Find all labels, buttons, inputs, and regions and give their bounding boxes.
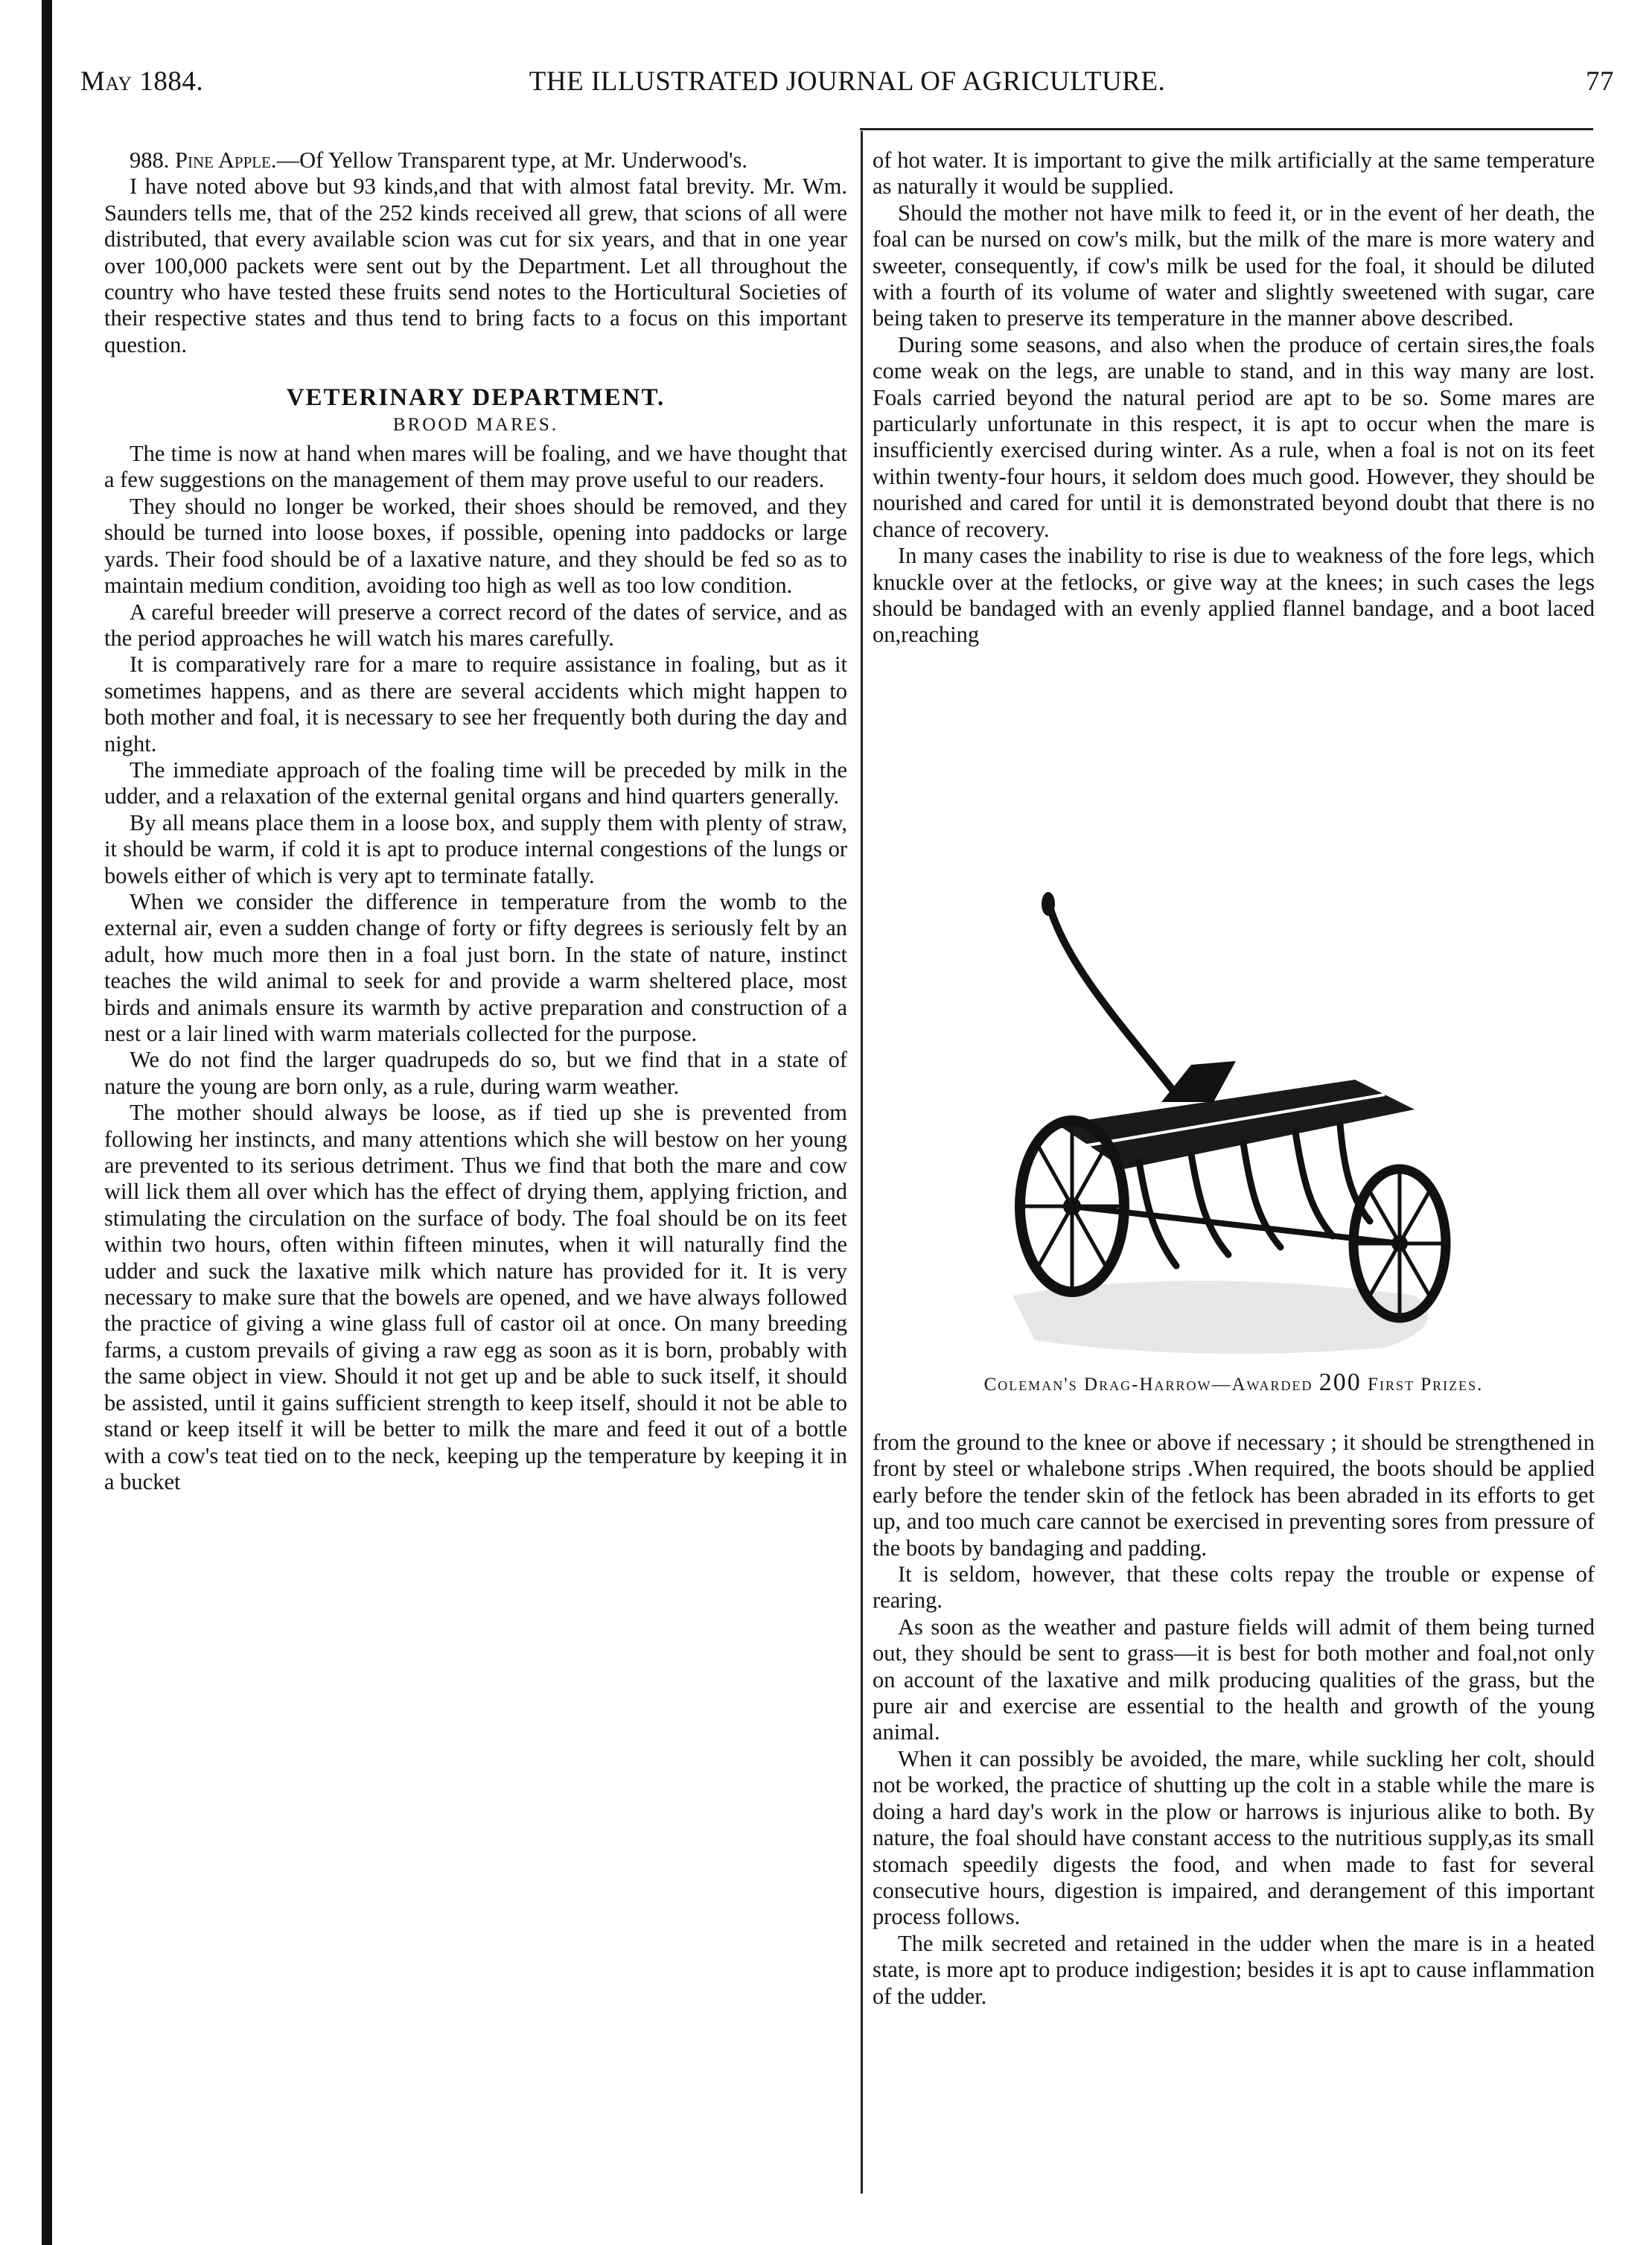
header-rule — [860, 128, 1593, 130]
paragraph: The time is now at hand when mares will be foaling, and we have thought that a few suggestions on the management of them may prove useful to our readers. — [104, 441, 847, 493]
seat-bracket — [1161, 1061, 1236, 1102]
section-subheading: BROOD MARES. — [392, 414, 559, 435]
journal-title: THE ILLUSTRATED JOURNAL OF AGRICULTURE. — [529, 66, 1166, 97]
paragraph: The milk secreted and retained in the udder when the mare is in a heated state, is more apt to produce indigestion; besides it is apt to cause inflammation of the udder. — [873, 1930, 1595, 2009]
left-column — [104, 147, 847, 2210]
paragraph: from the ground to the knee or above if necessary ; it should be strengthened in front by steel or whalebone strips .When required, the boots should be applied early before the tender skin of the fetlock has been abraded in its efforts to get up, and too much care cannot be exercised in preventing sores from pressure of the boots by bandaging and padding. — [873, 1430, 1595, 1561]
harrow-engraving — [968, 879, 1504, 1363]
handle-grip — [1042, 892, 1055, 916]
section-heading: VETERINARY DEPARTMENT. — [286, 384, 666, 412]
column-divider — [861, 131, 863, 2194]
page-number: 77 — [1586, 66, 1614, 97]
entry-name: Pine Apple. — [175, 147, 277, 173]
paragraph: The mother should always be loose, as if tied up she is prevented from following her instincts, and many attentions which she will bestow on her young are prevented to its serious detriment. Thus we find that both the mare and cow will lick them all over which has the effect of drying them, applying friction, and stimulating the circulation on the surface of body. The foal should be on its feet within two hours, often within fifteen minutes, when it will naturally find the udder and suck the laxative milk which nature has provided for it. It is very necessary to make sure that the bowels are opened, and we have always followed the practice of giving a wine glass full of castor oil at once. On many breeding farms, a custom prevails of giving a raw egg as soon as it is born, probably with the same object in view. Should it not get up and be able to suck itself, it should be assisted, until it gains sufficient strength to keep itself, should it not be able to stand or keep itself it will be better to milk the mare and feed it out of a bottle with a cow's teat tied on to the neck, keeping up the temperature by keeping it in a bucket — [104, 1100, 847, 1494]
caption-text: Coleman's Drag-Harrow—Awarded — [983, 1375, 1319, 1395]
paragraph: The immediate approach of the foaling time will be preceded by milk in the udder, and a relaxation of the external genital organs and hind quarters generally. — [104, 757, 847, 809]
paragraph: During some seasons, and also when the produce of certain sires,the foals come weak on the legs, are unable to stand, and in this way many are lost. Foals carried beyond the natural period are apt to be so. Some mares are particularly unfortunate in this respect, it is apt to occur when the mare is insufficiently exercised during winter. As a rule, when a foal is not on its feet within twenty-four hours, it seldom does much good. However, they should be nourished and cared for until it is demonstrated beyond doubt that there is no chance of recovery. — [873, 331, 1595, 542]
paragraph: When it can possibly be avoided, the mare, while suckling her colt, should not be worked, the practice of shutting up the colt in a stable while the mare is doing a hard day's work in the plow or harrows is injurious alike to both. By nature, the foal should have constant access to the nutritious supply,as its small stomach speedily digests the food, and when made to fast for several consecutive hours, digestion is impaired, and derangement of this important process follows. — [873, 1745, 1595, 1930]
paragraph: In many cases the inability to rise is due to weakness of the fore legs, which knuckle over at the fetlocks, or give way at the knees; in such cases the legs should be bandaged with an evenly applied flannel bandage, and a boot laced on,reaching — [873, 543, 1595, 648]
paragraph: It is seldom, however, that these colts repay the trouble or expense of rearing. — [873, 1561, 1595, 1614]
paragraph: They should no longer be worked, their shoes should be removed, and they should be turned into loose boxes, if possible, opening into paddocks or large yards. Their food should be of a laxative nature, and they should be fed so as to maintain medium condition, avoiding too high as well as too low condition. — [104, 493, 847, 599]
paragraph: By all means place them in a loose box, and supply them with plenty of straw, it should be warm, if cold it is apt to produce internal congestions of the lungs or bowels either of which is very apt to terminate fatally. — [104, 809, 847, 888]
paragraph: When we consider the difference in temperature from the womb to the external air, even a sudden change of forty or fifty degrees is seriously felt by an adult, how much more then in a foal just born. In the state of nature, instinct teaches the wild animal to seek for and provide a warm sheltered place, most birds and animals ensure its warmth by active preparation and construction of a nest or a lair lined with warm materials collected for the purpose. — [104, 888, 847, 1046]
figure-caption — [873, 1369, 1595, 1397]
right-column-top — [873, 147, 1595, 649]
harrow-handle — [1050, 907, 1176, 1095]
caption-number: 200 — [1318, 1369, 1362, 1396]
issue-date: May 1884. — [80, 66, 204, 97]
paragraph: It is comparatively rare for a mare to require assistance in foaling, but as it sometimes happens, and as there are several accidents which might happen to both mother and foal, it is necessary to see her frequently both during the day and night. — [104, 652, 847, 757]
paragraph: of hot water. It is important to give the milk artificially at the same temperature as naturally it would be supplied. — [873, 147, 1595, 200]
entry-number: 988. — [130, 147, 170, 173]
entry-text: —Of Yellow Transparent type, at Mr. Underwood's. — [276, 147, 747, 173]
paragraph: As soon as the weather and pasture fields will admit of them being turned out, they should be sent to grass—it is best for both mother and foal,not only on account of the laxative and milk producing qualities of the grass, but the pure air and exercise are essential to the health and growth of the young animal. — [873, 1614, 1595, 1745]
paragraph: I have noted above but 93 kinds,and that with almost fatal brevity. Mr. Wm. Saunders tells me, that of the 252 kinds received all grew, that scions of all were distributed, that every available scion was cut for six years, and that in one year over 100,000 packets were sent out by the Department. Let all throughout the country who have tested these fruits send notes to the Horticultural Societies of their respective states and thus tend to bring facts to a focus on this important question. — [104, 173, 847, 357]
paragraph: We do not find the larger quadrupeds do so, but we find that in a state of nature the young are born only, as a rule, during warm weather. — [104, 1047, 847, 1099]
page-spine-bar — [42, 0, 52, 2245]
entry-988 — [104, 147, 847, 173]
page-header — [80, 66, 1614, 104]
paragraph: A careful breeder will preserve a correct record of the dates of service, and as the period approaches he will watch his mares carefully. — [104, 599, 847, 651]
drag-harrow-illustration — [968, 879, 1504, 1363]
paragraph: Should the mother not have milk to feed it, or in the event of her death, the foal can be nursed on cow's milk, but the milk of the mare is more watery and sweeter, consequently, if cow's milk be used for the foal, it should be diluted with a fourth of its volume of water and slightly sweetened with sugar, care being taken to preserve its temperature in the manner above described. — [873, 200, 1595, 331]
right-column-bottom — [873, 1430, 1595, 2010]
caption-text-end: First Prizes. — [1361, 1375, 1484, 1395]
